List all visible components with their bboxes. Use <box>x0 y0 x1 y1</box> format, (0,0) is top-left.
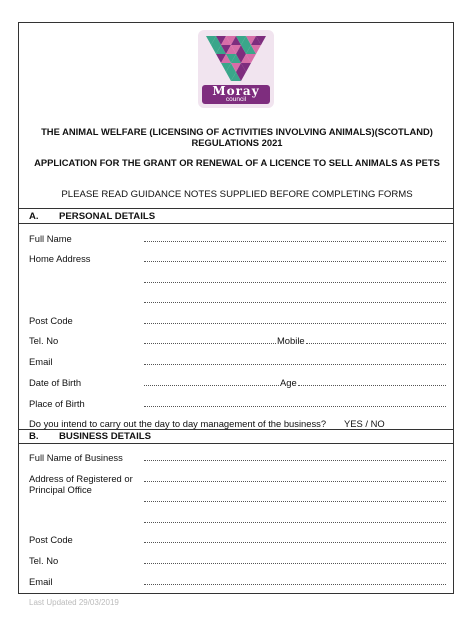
tel-no-label: Tel. No <box>29 335 59 346</box>
divider <box>18 429 454 430</box>
place-of-birth-field[interactable] <box>144 405 446 407</box>
business-name-field[interactable] <box>144 459 446 461</box>
section-b-heading <box>29 431 151 442</box>
section-b-title: BUSINESS DETAILS <box>59 431 152 442</box>
form-subtitle: APPLICATION FOR THE GRANT OR RENEWAL OF A LICENCE TO SELL ANIMALS AS PETS <box>34 157 440 168</box>
guidance-note: PLEASE READ GUIDANCE NOTES SUPPLIED BEFORE COMPLETING FORMS <box>61 189 413 200</box>
business-email-field[interactable] <box>144 583 446 585</box>
home-address-field-line-1[interactable] <box>144 260 446 262</box>
mobile-label: Mobile <box>277 335 305 346</box>
post-code-label: Post Code <box>29 315 73 326</box>
last-updated-footer: Last Updated 29/03/2019 <box>29 598 119 607</box>
divider <box>18 443 454 444</box>
divider <box>18 208 454 209</box>
moray-council-logo <box>198 30 274 108</box>
section-b-number: B. <box>29 431 39 442</box>
logo-text: Moray <box>212 84 260 98</box>
yes-no-choice[interactable]: YES / NO <box>344 418 385 429</box>
home-address-field-line-2[interactable] <box>144 281 446 283</box>
registered-address-field-line-1[interactable] <box>144 480 446 482</box>
form-title: THE ANIMAL WELFARE (LICENSING OF ACTIVITIES INVOLVING ANIMALS)(SCOTLAND) REGULATIONS 2021 <box>41 126 433 148</box>
registered-address-label: Address of Registered or Principal Office <box>29 473 133 495</box>
section-a-number: A. <box>29 211 39 222</box>
tel-no-field[interactable] <box>144 342 276 344</box>
business-tel-no-label: Tel. No <box>29 555 59 566</box>
full-name-label: Full Name <box>29 233 72 244</box>
business-tel-no-field[interactable] <box>144 562 446 564</box>
business-name-label: Full Name of Business <box>29 452 123 463</box>
registered-address-field-line-3[interactable] <box>144 521 446 523</box>
registered-address-field-line-2[interactable] <box>144 500 446 502</box>
full-name-field[interactable] <box>144 240 446 242</box>
business-post-code-field[interactable] <box>144 541 446 543</box>
place-of-birth-label: Place of Birth <box>29 398 85 409</box>
home-address-field-line-3[interactable] <box>144 301 446 303</box>
age-label: Age <box>280 377 297 388</box>
section-a-heading <box>29 211 155 222</box>
email-label: Email <box>29 356 53 367</box>
dob-field[interactable] <box>144 384 279 386</box>
logo-subtext: council <box>225 96 247 103</box>
business-email-label: Email <box>29 576 53 587</box>
post-code-field[interactable] <box>144 322 446 324</box>
divider <box>18 223 454 224</box>
home-address-label: Home Address <box>29 253 91 264</box>
management-question: Do you intend to carry out the day to day management of the business? <box>29 418 327 429</box>
mobile-field[interactable] <box>306 342 446 344</box>
business-post-code-label: Post Code <box>29 534 73 545</box>
section-a-title: PERSONAL DETAILS <box>59 211 156 222</box>
email-field[interactable] <box>144 363 446 365</box>
age-field[interactable] <box>298 384 446 386</box>
dob-label: Date of Birth <box>29 377 82 388</box>
